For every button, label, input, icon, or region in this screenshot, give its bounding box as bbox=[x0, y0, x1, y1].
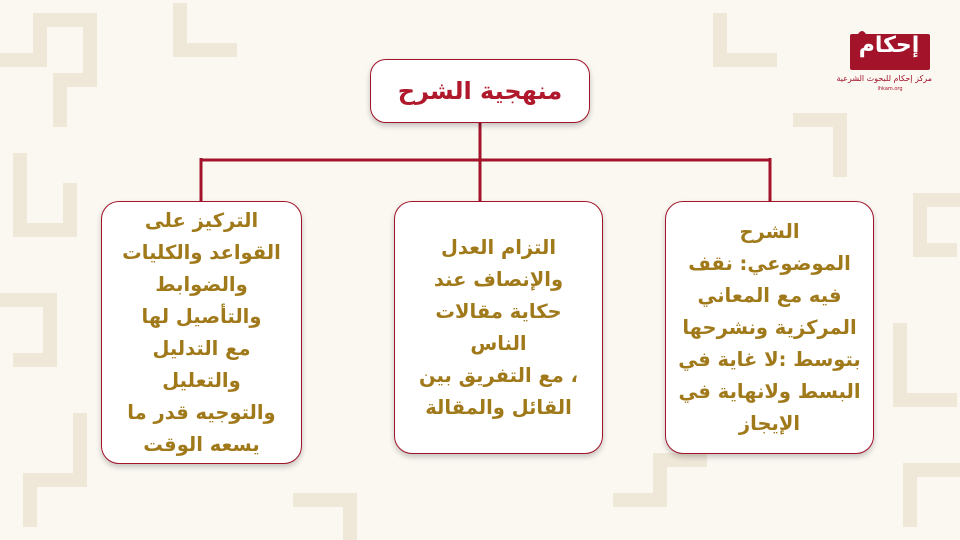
title-node bbox=[370, 59, 590, 123]
node-left bbox=[101, 201, 302, 464]
node-middle bbox=[394, 201, 603, 454]
title-label: منهجية الشرح bbox=[397, 77, 563, 105]
node-left-text: التركيز على القواعد والكليات والضوابط والتأصيل لها مع التدليل والتعليل والتوجيه قدر ما يسعه الوقت bbox=[122, 208, 281, 456]
logo-subtitle: مركز إحكام للبحوث الشرعية bbox=[836, 74, 932, 83]
logo-url: ihkam.org bbox=[877, 86, 903, 92]
logo-word: إحكام bbox=[858, 33, 920, 58]
node-middle-text: التزام العدل والإنصاف عند حكاية مقالات الناس ، مع التفريق بين القائل والمقالة bbox=[418, 235, 579, 419]
brand-logo bbox=[836, 26, 932, 96]
node-right-text: الشرح الموضوعي: نقف فيه مع المعاني المركزية ونشرحها بتوسط :لا غاية في البسط ولانهاية في الإيجاز bbox=[678, 219, 861, 435]
node-right bbox=[665, 201, 874, 454]
